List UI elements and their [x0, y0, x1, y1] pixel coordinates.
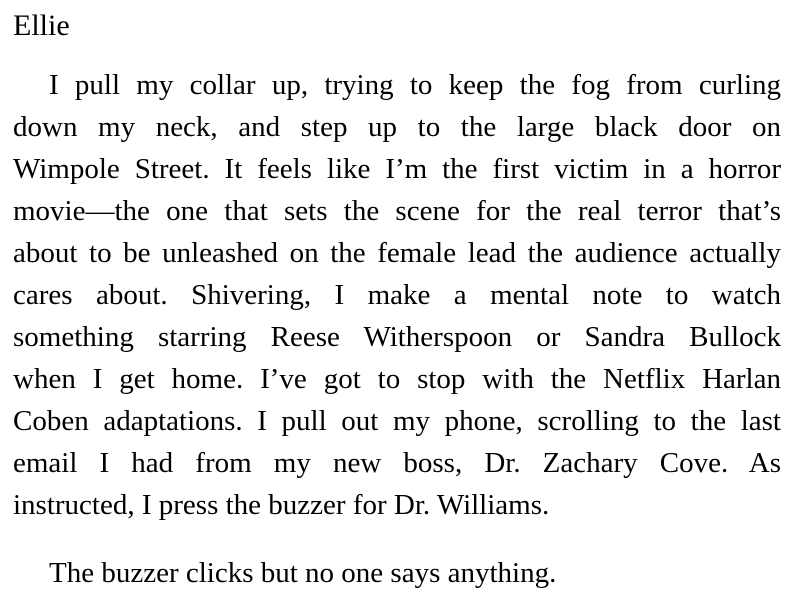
paragraph	[13, 64, 781, 526]
text-line: The buzzer clicks but no one says anything.	[49, 557, 557, 589]
text-line: movie—the one that sets the scene for the real terror that’s	[13, 195, 781, 227]
paragraph	[13, 552, 781, 594]
text-line: about to be unleashed on the female lead the audience actually	[13, 237, 781, 269]
text-line: something starring Reese Witherspoon or Sandra Bullock	[13, 321, 781, 353]
text-line: Coben adaptations. I pull out my phone, scrolling to the last	[13, 405, 781, 437]
text-line: when I get home. I’ve got to stop with the Netflix Harlan	[13, 363, 781, 395]
text-line: cares about. Shivering, I make a mental note to watch	[13, 279, 781, 311]
text-line: I pull my collar up, trying to keep the fog from curling	[49, 69, 781, 101]
chapter-heading: Ellie	[13, 9, 70, 42]
text-line: email I had from my new boss, Dr. Zachary Cove. As	[13, 447, 781, 479]
text-line: down my neck, and step up to the large black door on	[13, 111, 781, 143]
text-line: instructed, I press the buzzer for Dr. Williams.	[13, 489, 550, 521]
text-line: Wimpole Street. It feels like I’m the first victim in a horror	[13, 153, 781, 185]
